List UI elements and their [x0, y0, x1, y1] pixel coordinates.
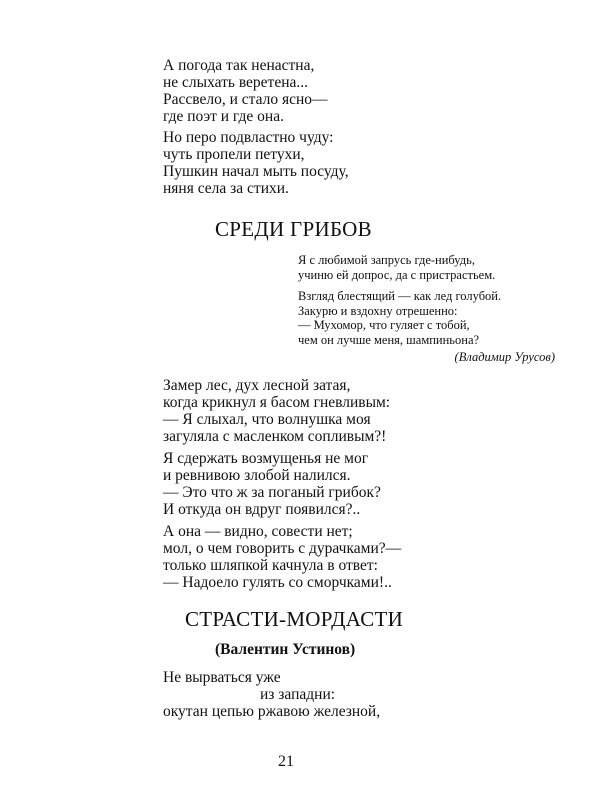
verse-line: А она — видно, совести нет; — [163, 523, 353, 540]
poem-stanza — [163, 129, 349, 197]
verse-line: когда крикнул я басом гневливым: — [163, 394, 391, 411]
epigraph-stanza — [298, 289, 501, 347]
poem-title: СРЕДИ ГРИБОВ — [215, 217, 372, 241]
verse-line: няня села за стихи. — [163, 180, 289, 197]
verse-line: и ревнивою злобой налился. — [163, 467, 351, 484]
verse-line: И откуда он вдруг появился?.. — [163, 501, 361, 518]
poem-stanza — [163, 523, 401, 591]
verse-line: Рассвело, и стало ясно— — [163, 91, 328, 108]
poem-stanza — [163, 669, 380, 720]
verse-line: — Мухомор, что гуляет с тобой, — [298, 318, 470, 332]
verse-line: Закурю и вздохну отрешенно: — [298, 303, 458, 318]
verse-line: не слыхать веретена... — [163, 74, 309, 91]
poem-stanza — [163, 450, 381, 518]
verse-line: чем он лучше меня, шампиньона? — [298, 332, 480, 347]
verse-line: Я сдержать возмущенья не мог — [163, 450, 369, 467]
verse-line: — Это что ж за поганый грибок? — [163, 484, 381, 501]
verse-line: окутан цепью ржавою железной, — [163, 703, 381, 720]
verse-line: чуть пропели петухи, — [163, 146, 305, 163]
verse-line: учиню ей допрос, да с пристрастьем. — [298, 267, 496, 282]
poem-stanza — [163, 377, 390, 445]
verse-line: Взгляд блестящий — как лед голубой. — [298, 289, 502, 303]
verse-line: Пушкин начал мыть посуду, — [163, 163, 349, 180]
verse-line: загуляла с масленком сопливым?! — [163, 428, 387, 445]
poem-stanza — [163, 57, 328, 125]
verse-line: Я с любимой запрусь где-нибудь, — [298, 253, 475, 267]
epigraph-stanza — [298, 253, 495, 282]
epigraph-attribution: (Владимир Урусов) — [454, 350, 555, 364]
verse-line: из западни: — [260, 686, 336, 703]
verse-line: Не вырваться уже — [163, 669, 281, 686]
verse-line: — Я слыхал, что волнушка моя — [163, 411, 371, 428]
page-number: 21 — [278, 753, 294, 770]
verse-line: А погода так ненастна, — [163, 57, 315, 74]
verse-line: где поэт и где она. — [163, 108, 284, 125]
verse-line: Замер лес, дух лесной затая, — [163, 377, 351, 394]
poem-title: СТРАСТИ-МОРДАСТИ — [185, 607, 404, 631]
verse-line: — Надоело гулять со сморчками!.. — [163, 574, 392, 591]
verse-line: только шляпкой качнула в ответ: — [163, 557, 378, 574]
verse-line: мол, о чем говорить с дурачками?— — [163, 540, 402, 557]
poem-author: (Валентин Устинов) — [215, 641, 356, 658]
verse-line: Но перо подвластно чуду: — [163, 129, 334, 146]
